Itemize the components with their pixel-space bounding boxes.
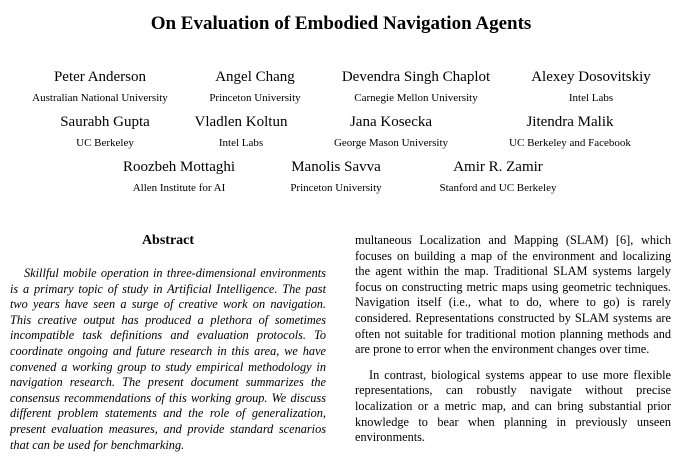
author-name: Devendra Singh Chaplot [341, 69, 491, 85]
author-affiliation: Stanford and UC Berkeley [439, 182, 557, 194]
author-affiliation: UC Berkeley [76, 137, 134, 149]
author-name: Jana Kosecka [349, 114, 433, 130]
author-name: Amir R. Zamir [453, 159, 543, 175]
author-affiliation: Australian National University [32, 92, 168, 104]
author-block [388, 158, 608, 195]
author-name: Manolis Savva [291, 159, 381, 175]
author-affiliation: Princeton University [290, 182, 382, 194]
author-block [481, 68, 682, 105]
author-affiliation: UC Berkeley and Facebook [509, 137, 631, 149]
author-name: Peter Anderson [53, 69, 147, 85]
author-name: Roozbeh Mottaghi [122, 159, 236, 175]
paper-title: On Evaluation of Embodied Navigation Agents [150, 13, 532, 34]
author-name: Jitendra Malik [526, 114, 614, 130]
author-block [460, 113, 680, 150]
author-name: Saurabh Gupta [60, 114, 150, 130]
author-row-2 [0, 113, 682, 153]
abstract-heading: Abstract [141, 233, 195, 248]
author-name: Angel Chang [215, 69, 295, 85]
abstract-text: Skillful mobile operation in three-dimensional environments is a primary topic of study in Artificial Intelligence. The past two years have seen a surge of creative work on navigation. This creative output has produced a plethora of sometimes incompatible task definitions and evaluation protocols. To coordinate ongoing and future research in this area, we have convened a working group to study empirical methodology in navigation research. The present document summarizes the consensus recommendations of this working group. We discuss different problem statements and the role of generalization, present evaluation measures, and provide standard scenarios that can be used for benchmarking. [10, 266, 326, 452]
author-affiliation: Intel Labs [568, 92, 614, 104]
body-paragraph: In contrast, biological systems appear to use more flexible representations, can robustly navigate without precise localization or a metric map, and can bring substantial prior knowledge to bear when planning in previously unseen environments. [355, 367, 671, 445]
author-affiliation: Carnegie Mellon University [354, 92, 478, 104]
author-row-1 [0, 68, 682, 108]
body-paragraph: multaneous Localization and Mapping (SLAM) [6], which focuses on building a map of the environment and localizing the agent within the map. Traditional SLAM systems largely focus on constructing metric maps using geometric techniques. Navigation itself (i.e., what to do, where to go) is rarely considered. Representations constructed by SLAM systems are often not suitable for traditional motion planning methods and are prone to error when the environment changes over time. [355, 233, 671, 357]
author-name: Alexey Dosovitskiy [531, 69, 651, 85]
author-name: Vladlen Koltun [194, 114, 288, 130]
author-affiliation: George Mason University [333, 137, 449, 149]
right-column [355, 233, 671, 446]
author-affiliation: Princeton University [209, 92, 301, 104]
author-affiliation: Allen Institute for AI [132, 182, 226, 194]
left-column [10, 232, 326, 453]
author-affiliation: Intel Labs [218, 137, 264, 149]
author-row-3 [0, 158, 682, 198]
